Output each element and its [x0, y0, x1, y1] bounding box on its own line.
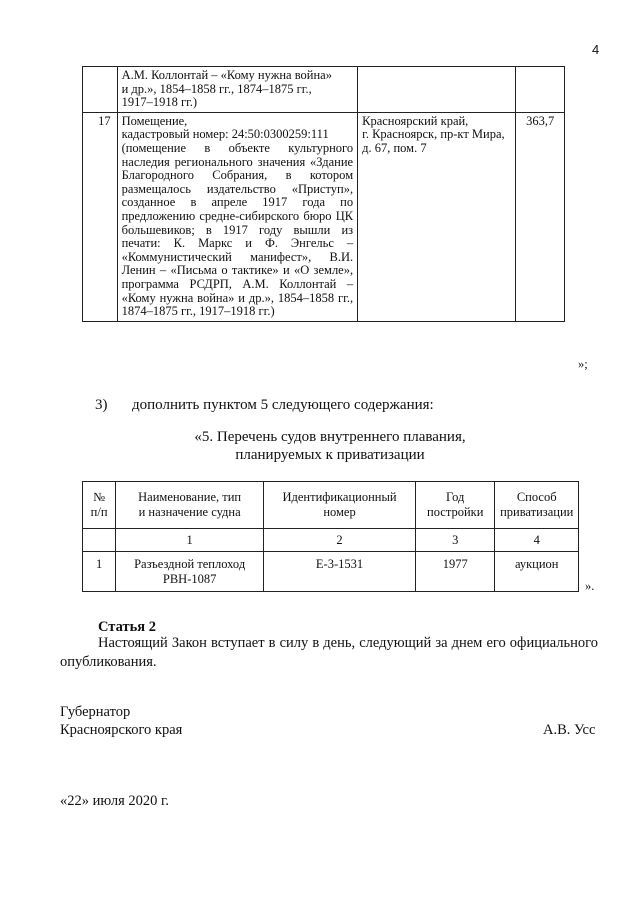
signatory-name: А.В. Усс: [543, 722, 596, 738]
property-description-cell: Помещение, кадастровый номер: 24:50:0300259:111 (помещение в объекте культурного наследия регионального значения «Здание Благородного Собрания, в котором размещалось издательство «Приступ», созданное в апреле 1917 года по предложению средне-сибирского бюро ЦК большевиков; в 1917 году вышли из печати: К. Маркс и Ф. Энгельс – «Коммунистический манифест», В.И. Ленин – «Письма о тактике» и «О земле», программа РСДРП, А.М. Коллонтай – «Кому нужна война» и др.», 1854–1858 гг., 1874–1875 гг., 1917–1918 гг.): [117, 112, 358, 321]
vessel-year-cell: 1977: [415, 552, 494, 592]
vessel-id-cell: Е-3-1531: [264, 552, 416, 592]
property-table: [82, 66, 565, 322]
list-item-number: 3): [95, 397, 108, 413]
numbering-cell: 3: [415, 529, 494, 552]
table-row: [83, 67, 565, 113]
column-header-method: Способ приватизации: [495, 482, 579, 529]
column-header-id: Идентификационный номер: [264, 482, 416, 529]
numbering-cell: [83, 529, 116, 552]
vessels-table: [82, 481, 579, 592]
address-cell: Красноярский край, г. Красноярск, пр-кт Мира, д. 67, пом. 7: [358, 112, 516, 321]
vessel-method-cell: аукцион: [495, 552, 579, 592]
article-text: Настоящий Закон вступает в силу в день, следующий за днем его официального опубликования.: [60, 635, 598, 670]
area-cell: 363,7: [516, 112, 565, 321]
numbering-cell: 2: [264, 529, 416, 552]
address-cell: [358, 67, 516, 113]
article-title: Статья 2: [98, 619, 156, 635]
column-header-number: № п/п: [83, 482, 116, 529]
numbering-cell: 1: [116, 529, 264, 552]
signatory-position: Губернатор: [60, 704, 131, 720]
list-item-text: дополнить пунктом 5 следующего содержания:: [132, 397, 434, 413]
section-heading: «5. Перечень судов внутреннего плавания, планируемых к приватизации: [194, 429, 466, 463]
vessel-name-cell: Разъездной теплоход РВН-1087: [116, 552, 264, 592]
page-number: 4: [592, 42, 600, 57]
column-header-name: Наименование, тип и назначение судна: [116, 482, 264, 529]
property-description-cell: А.М. Коллонтай – «Кому нужна война» и др.», 1854–1858 гг., 1874–1875 гг., 1917–1918 гг.): [117, 67, 358, 113]
area-cell: [516, 67, 565, 113]
vessel-number-cell: 1: [83, 552, 116, 592]
table-row: [83, 112, 565, 321]
document-date: «22» июля 2020 г.: [60, 793, 169, 809]
table-numbering-row: [83, 529, 579, 552]
signatory-region: Красноярского края: [60, 722, 183, 738]
table-closing-quote: »;: [578, 357, 588, 371]
numbering-cell: 4: [495, 529, 579, 552]
row-number-cell: 17: [83, 112, 118, 321]
row-number-cell: [83, 67, 118, 113]
table-closing-quote: ».: [585, 579, 595, 593]
table-row: [83, 552, 579, 592]
table-header-row: [83, 482, 579, 529]
column-header-year: Год постройки: [415, 482, 494, 529]
